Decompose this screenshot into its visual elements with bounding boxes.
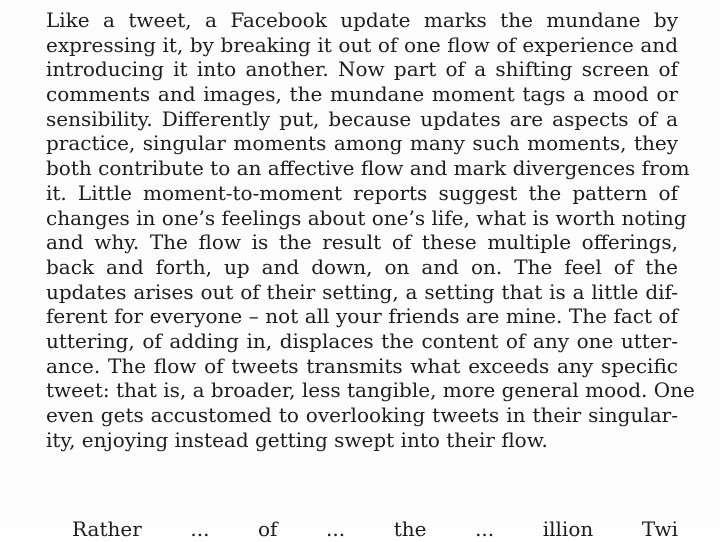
text-line: comments and images, the mundane moment tags a mood or (46, 82, 678, 107)
text-line: even gets accustomed to overlooking tweets in their singular- (46, 403, 678, 427)
text-line: expressing it, by breaking it out of one flow of experience and (46, 32, 678, 57)
text-line: back and forth, up and down, on and on. The feel of the (46, 254, 678, 279)
text-line: updates arises out of their setting, a setting that is a little dif- (46, 279, 678, 304)
cut-off-line: Rather ... of ... the ... illion Twi (72, 517, 678, 541)
text-line: sensibility. Differently put, because updates are aspects of a (46, 106, 678, 131)
text-line: both contribute to an affective flow and mark divergences from (46, 156, 690, 181)
text-line: ferent for everyone – not all your friends are mine. The fact of (46, 304, 678, 329)
text-line: Like a tweet, a Facebook update marks the mundane by (46, 8, 678, 32)
body-paragraph (46, 8, 695, 452)
text-line: uttering, of adding in, displaces the content of any one utter- (46, 328, 678, 353)
text-line: tweet: that is, a broader, less tangible, more general mood. One (46, 378, 695, 403)
next-paragraph-partial (46, 517, 678, 542)
text-line: ity, enjoying instead getting swept into their flow. (46, 427, 548, 452)
text-line: practice, singular moments among many such moments, they (46, 131, 678, 156)
text-line: changes in one’s feelings about one’s life, what is worth noting (46, 205, 687, 230)
text-line: it. Little moment-to-moment reports suggest the pattern of (46, 180, 678, 205)
text-line: and why. The flow is the result of these multiple offerings, (46, 230, 678, 255)
text-line: introducing it into another. Now part of a shifting screen of (46, 57, 678, 82)
text-line: ance. The flow of tweets transmits what exceeds any specific (46, 353, 678, 378)
